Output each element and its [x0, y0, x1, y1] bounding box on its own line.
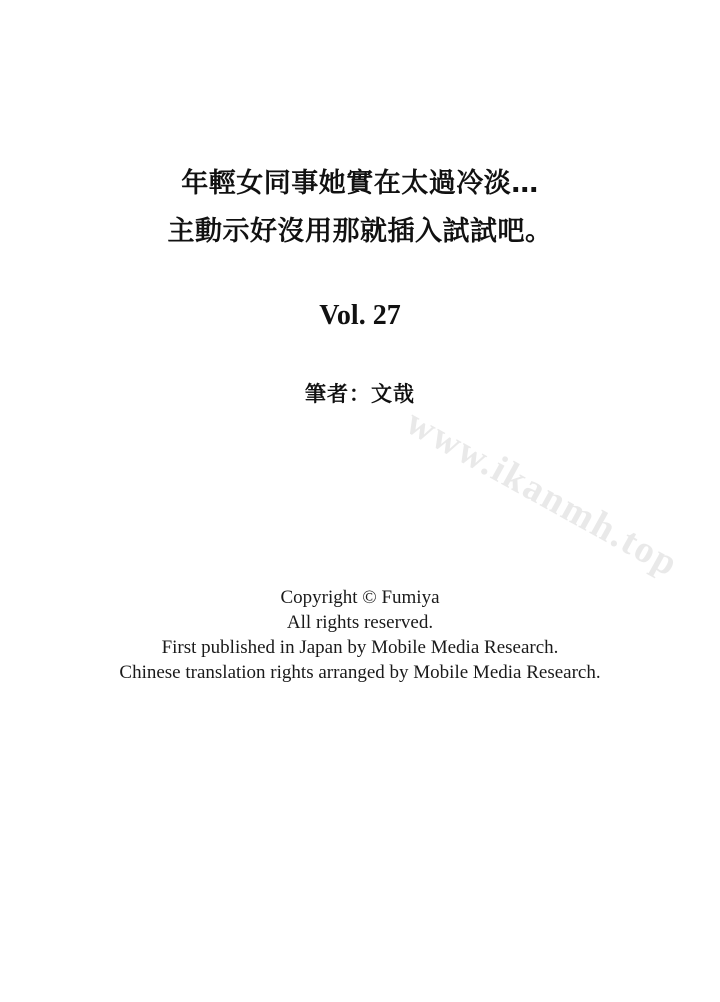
- copyright-block: [0, 585, 720, 685]
- series-title-line-1: 年輕女同事她實在太過冷淡…: [181, 168, 539, 199]
- site-watermark: www.ikanmh.top: [399, 400, 686, 586]
- copyright-line-1: Copyright © Fumiya: [280, 587, 440, 608]
- copyright-line-3: First published in Japan by Mobile Media Research.: [161, 637, 559, 658]
- volume-label: Vol. 27: [319, 300, 401, 331]
- series-title-line-2: 主動示好沒用那就插入試試吧。: [167, 216, 553, 247]
- copyright-line-2: All rights reserved.: [286, 612, 434, 633]
- series-title: [0, 160, 720, 256]
- author-label: 筆者：文哉: [305, 382, 415, 406]
- copyright-line-4: Chinese translation rights arranged by Mobile Media Research.: [119, 662, 601, 683]
